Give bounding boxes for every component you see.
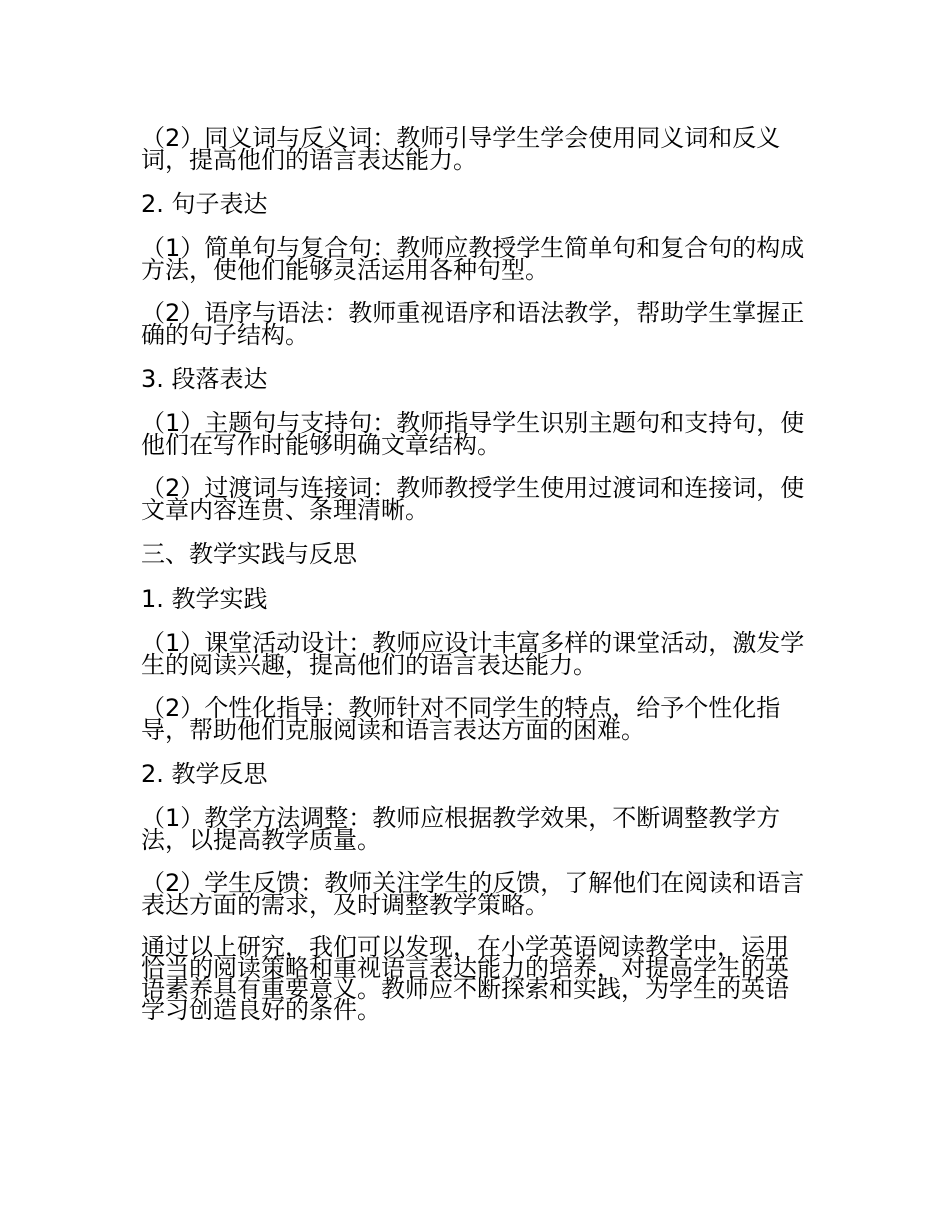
paragraph-personalized-guidance: （2）个性化指导：教师针对不同学生的特点，给予个性化指导，帮助他们克服阅读和语言表达方面的困难。 [141,694,781,744]
paragraph-simple-compound-sentences: （1）简单句与复合句：教师应教授学生简单句和复合句的构成方法，使他们能够灵活运用各种句型。 [141,234,805,284]
paragraph-word-order-grammar: （2）语序与语法：教师重视语序和语法教学，帮助学生掌握正确的句子结构。 [141,299,805,349]
heading-teaching-practice-reflection: 三、教学实践与反思 [141,540,357,568]
heading-teaching-practice: 1. 教学实践 [141,585,268,613]
paragraph-method-adjustment: （1）教学方法调整：教师应根据教学效果，不断调整教学方法，以提高教学质量。 [141,804,781,854]
heading-teaching-reflection: 2. 教学反思 [141,760,268,788]
paragraph-conclusion: 通过以上研究，我们可以发现，在小学英语阅读教学中，运用恰当的阅读策略和重视语言表达能力的培养，对提高学生的英语素养具有重要意义。教师应不断探索和实践，为学生的英语学习创造良好的条件。 [141,933,789,1024]
heading-paragraph-expression: 3. 段落表达 [141,365,268,393]
paragraph-classroom-activities: （1）课堂活动设计：教师应设计丰富多样的课堂活动，激发学生的阅读兴趣，提高他们的语言表达能力。 [141,629,805,679]
paragraph-transition-words: （2）过渡词与连接词：教师教授学生使用过渡词和连接词，使文章内容连贯、条理清晰。 [141,474,805,524]
heading-sentence-expression: 2. 句子表达 [141,190,268,218]
document-body [141,124,809,1024]
paragraph-synonyms-antonyms: （2）同义词与反义词：教师引导学生学会使用同义词和反义词，提高他们的语言表达能力。 [141,124,781,174]
paragraph-student-feedback: （2）学生反馈：教师关注学生的反馈，了解他们在阅读和语言表达方面的需求，及时调整教学策略。 [141,869,805,919]
paragraph-topic-support-sentences: （1）主题句与支持句：教师指导学生识别主题句和支持句，使他们在写作时能够明确文章结构。 [141,409,805,459]
